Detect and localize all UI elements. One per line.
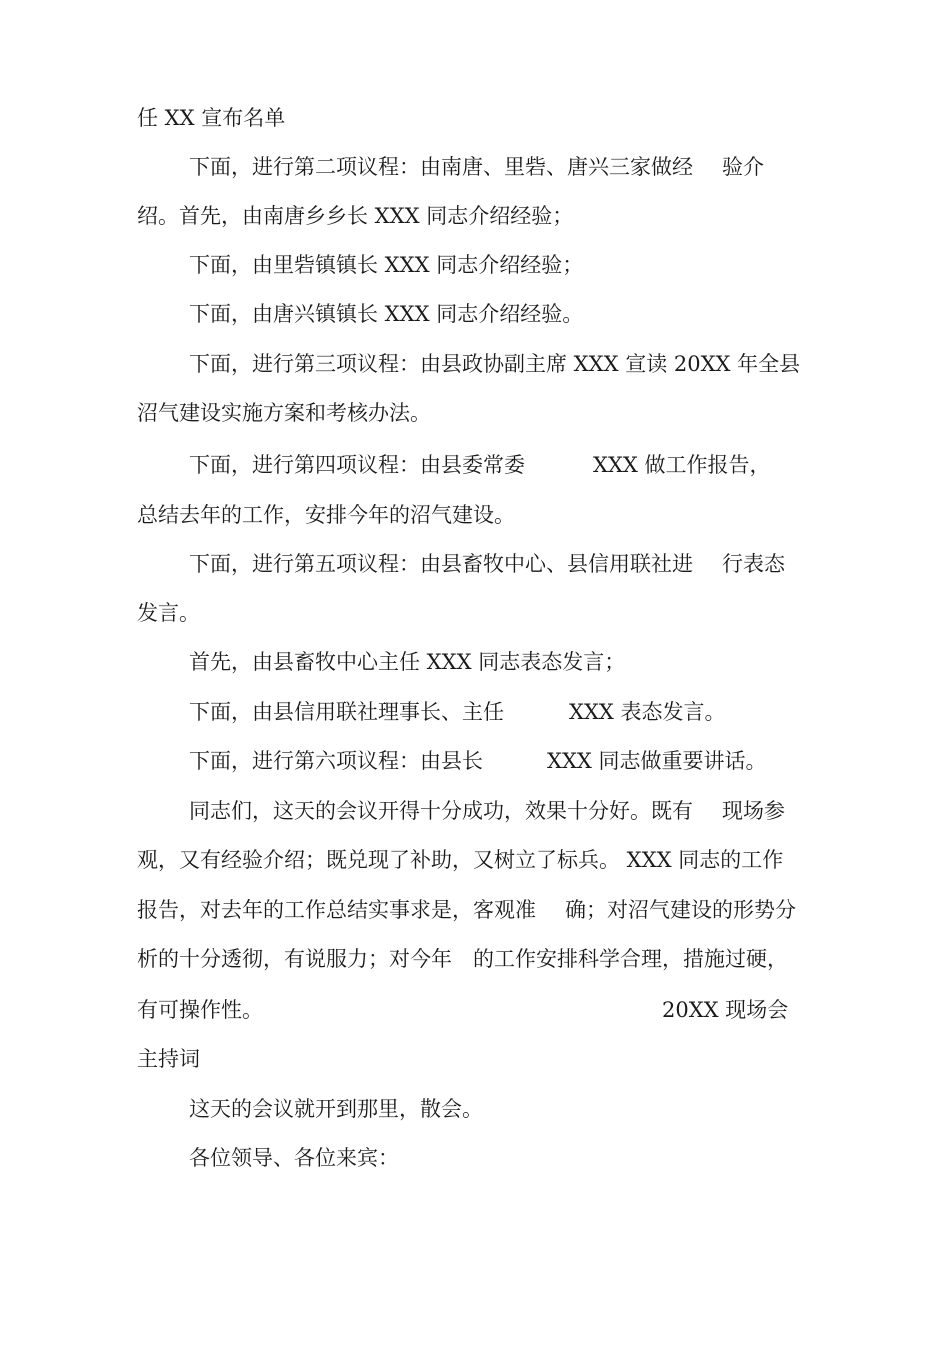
text-segment: 行表态 [722,552,785,576]
text-segment: 总结去年的工作，安排今年的沼气建设。 [137,503,515,527]
text-segment: 验介 [722,155,764,179]
text-segment: 下面，进行第五项议程：由县畜牧中心、县信用联社进 [189,552,693,576]
text-segment: XXX 同志做重要讲话。 [547,749,767,773]
text-segment: 绍。首先，由南唐乡乡长 XXX 同志介绍经验； [137,204,574,228]
text-segment: 发言。 [137,601,200,625]
text-segment: 现场参 [722,799,785,823]
text-segment: XXX 表态发言。 [569,700,726,724]
text-segment: 任 XX 宣布名单 [137,106,286,130]
text-segment: 各位领导、各位来宾： [189,1146,399,1170]
text-segment: 下面，进行第二项议程：由南唐、里砦、唐兴三家做经 [189,155,693,179]
text-segment: 下面，进行第三项议程：由县政协副主席 XXX 宣读 20XX 年全县 [189,352,801,376]
text-segment: 报告，对去年的工作总结实事求是，客观准 [137,898,536,922]
text-segment: 的工作安排科学合理，措施过硬， [473,947,788,971]
text-segment: 下面，进行第四项议程：由县委常委 [189,453,525,477]
text-segment: 主持词 [137,1047,200,1071]
text-segment: 下面，由县信用联社理事长、主任 [189,700,504,724]
text-segment: 20XX 现场会 [662,998,789,1022]
text-segment: 下面，由唐兴镇镇长 XXX 同志介绍经验。 [189,302,584,326]
text-segment: 观，又有经验介绍；既兑现了补助，又树立了标兵。 XXX 同志的工作 [137,848,784,872]
text-segment: 同志们，这天的会议开得十分成功，效果十分好。既有 [189,799,693,823]
text-segment: 析的十分透彻，有说服力；对今年 [137,947,452,971]
text-segment: 下面，由里砦镇镇长 XXX 同志介绍经验； [189,253,584,277]
text-segment: 沼气建设实施方案和考核办法。 [137,401,431,425]
text-segment: 确；对沼气建设的形势分 [565,898,796,922]
text-segment: 有可操作性。 [137,998,263,1022]
text-segment: 下面，进行第六项议程：由县长 [189,749,483,773]
text-segment: XXX 做工作报告， [593,453,771,477]
text-segment: 这天的会议就开到那里，散会。 [189,1097,483,1121]
text-segment: 首先，由县畜牧中心主任 XXX 同志表态发言； [189,650,626,674]
